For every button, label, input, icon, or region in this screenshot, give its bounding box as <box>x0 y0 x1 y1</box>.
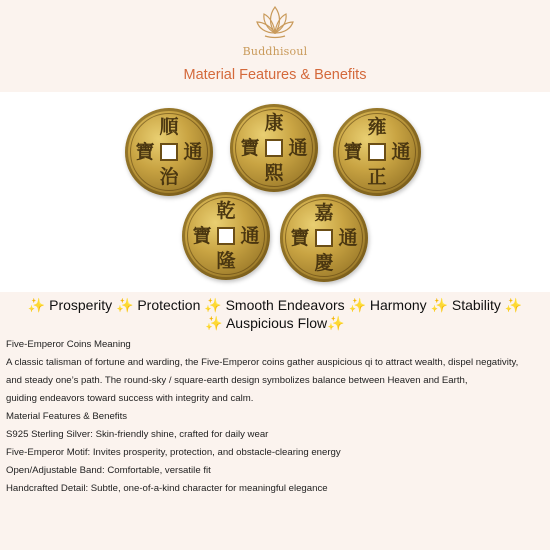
benefits-line-1: ✨ Prosperity ✨ Protection ✨ Smooth Endeavors ✨ Harmony ✨ Stability ✨ <box>27 297 523 313</box>
coin-square-hole <box>217 227 235 245</box>
coin-char-left: 寶 <box>240 137 260 159</box>
features-heading: Material Features & Benefits <box>6 411 128 422</box>
coin-char-top: 乾 <box>216 200 236 222</box>
benefits-banner <box>0 296 550 332</box>
header <box>0 0 550 92</box>
product-photo <box>0 92 550 292</box>
coin-char-bottom: 熙 <box>264 162 284 184</box>
brand-name: Buddhisoul <box>242 45 308 58</box>
coin-char-left: 寶 <box>343 141 363 163</box>
coin-char-bottom: 隆 <box>216 250 236 272</box>
coin-char-right: 通 <box>240 225 260 247</box>
coin-square-hole <box>160 143 178 161</box>
meaning-heading: Five-Emperor Coins Meaning <box>6 339 131 350</box>
benefits-line-2: ✨ Auspicious Flow✨ <box>205 315 345 331</box>
coin-char-left: 寶 <box>290 227 310 249</box>
coin-char-top: 康 <box>264 112 284 134</box>
coin-char-bottom: 治 <box>159 166 179 188</box>
coin-char-top: 雍 <box>367 116 387 138</box>
section-title: Material Features & Benefits <box>183 67 367 83</box>
coin-char-top: 嘉 <box>314 202 334 224</box>
feature-item: Open/Adjustable Band: Comfortable, versatile fit <box>6 465 211 476</box>
coin-yongzheng <box>333 108 421 196</box>
coin-char-left: 寶 <box>192 225 212 247</box>
coin-shunzhi <box>125 108 213 196</box>
coin-qianlong <box>182 192 270 280</box>
coin-char-right: 通 <box>288 137 308 159</box>
meaning-text-3: guiding endeavors toward success with integrity and calm. <box>6 393 254 404</box>
coin-char-right: 通 <box>338 227 358 249</box>
lotus-icon <box>255 3 295 41</box>
coin-char-top: 順 <box>159 116 179 138</box>
feature-item: Five-Emperor Motif: Invites prosperity, protection, and obstacle-clearing energy <box>6 447 341 458</box>
coin-kangxi <box>230 104 318 192</box>
coin-square-hole <box>368 143 386 161</box>
meaning-text-1: A classic talisman of fortune and warding, the Five-Emperor coins gather auspicious qi to attract wealth, dispel negativity, <box>6 357 519 368</box>
coin-char-left: 寶 <box>135 141 155 163</box>
coin-char-right: 通 <box>183 141 203 163</box>
coin-char-right: 通 <box>391 141 411 163</box>
description <box>6 336 546 498</box>
coin-square-hole <box>265 139 283 157</box>
coin-char-bottom: 正 <box>367 166 387 188</box>
meaning-text-2: and steady one’s path. The round-sky / square-earth design symbolizes balance between Heaven and Earth, <box>6 375 468 386</box>
feature-item: Handcrafted Detail: Subtle, one-of-a-kind character for meaningful elegance <box>6 483 328 494</box>
coin-jiaqing <box>280 194 368 282</box>
feature-item: S925 Sterling Silver: Skin-friendly shine, crafted for daily wear <box>6 429 269 440</box>
coin-square-hole <box>315 229 333 247</box>
coin-char-bottom: 慶 <box>314 252 334 274</box>
